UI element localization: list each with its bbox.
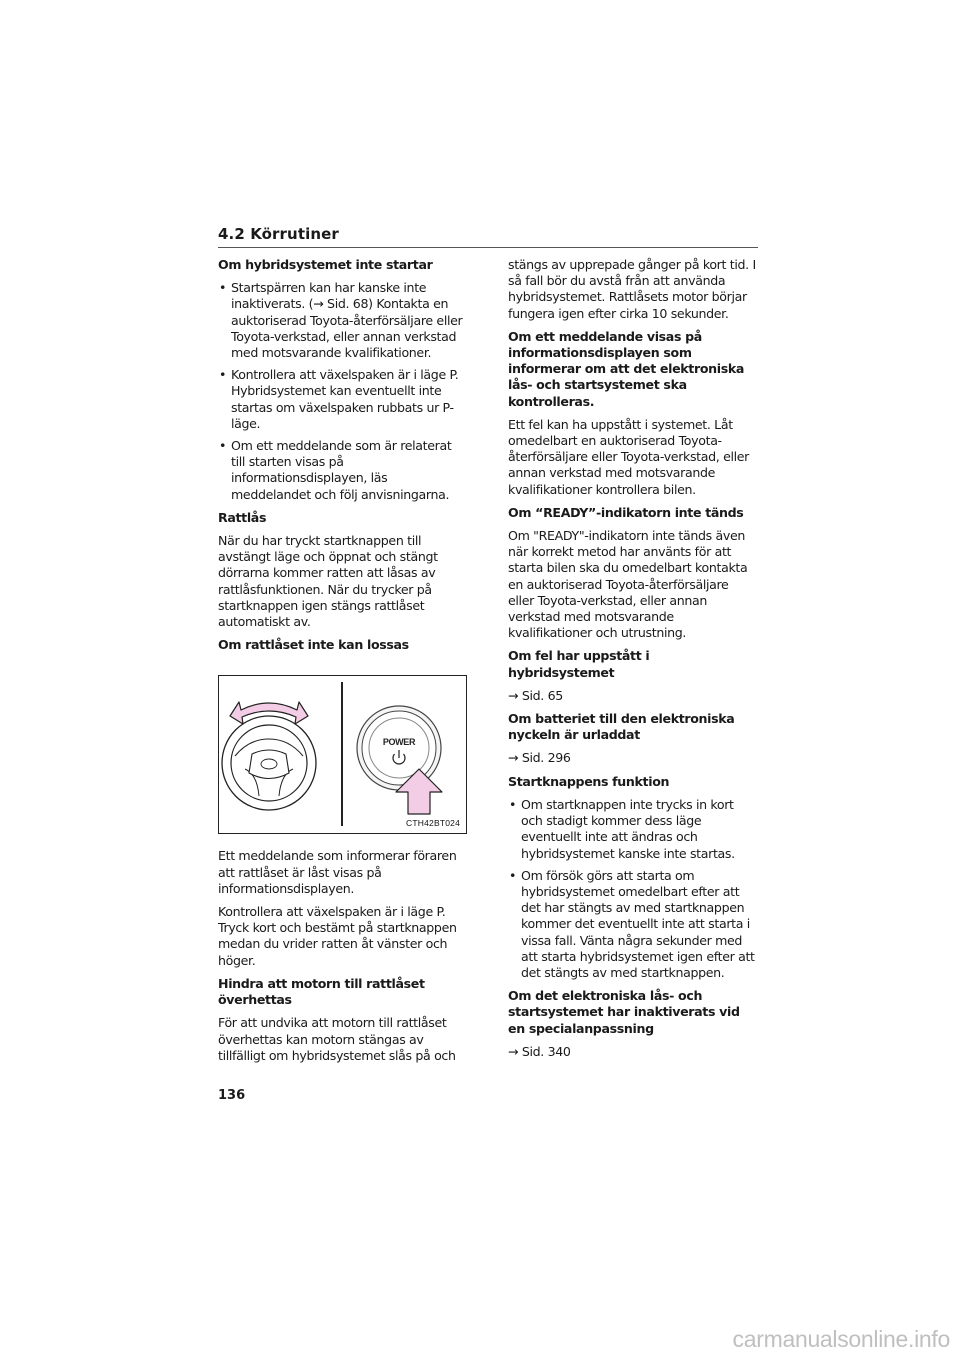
power-label: POWER	[382, 737, 416, 748]
page-reference-link[interactable]: → Sid. 340	[508, 1043, 571, 1059]
page-number: 136	[218, 1088, 246, 1103]
header-divider	[218, 247, 758, 248]
power-button-icon	[357, 706, 441, 790]
section-title: 4.2 Körrutiner	[218, 225, 339, 243]
list-item: • Startspärren kan har kanske inte inaktiverats. (→ Sid. 68) Kontakta en auktoriserad Toyota-återförsäljare eller Toyota-verkstad, eller annan verkstad med motsvarande kvalifikationer.	[218, 280, 466, 361]
heading-hybrid-fault: Om fel har uppstått i hybridsystemet	[508, 648, 650, 680]
paragraph-steering-lock: När du har tryckt startknappen till avstängt läge och öppnat och stängt dörrarna kommer ratten att låsas av rattlåsfunktionen. När du trycker på startknappen igen stängs rattlåset automatiskt av.	[218, 533, 438, 630]
paragraph-check-message: Ett fel kan ha uppstått i systemet. Låt omedelbart en auktoriserad Toyota-återförsäljare eller Toyota-verkstad, eller annan verkstad med motsvarande kvalifikationer kontrollera bilen.	[508, 416, 750, 497]
heading-hybrid-not-starting: Om hybridsystemet inte startar	[218, 257, 433, 272]
page-reference-link[interactable]: → Sid. 65	[508, 687, 563, 703]
heading-steering-lock: Rattlås	[218, 509, 267, 525]
heading-key-battery: Om batteriet till den elektroniska nyckeln är urladdat	[508, 711, 735, 743]
paragraph-lock-message: Ett meddelande som informerar föraren att rattlåset är låst visas på informationsdisplayen.	[218, 848, 457, 896]
list-item: • Om försök görs att starta om hybridsystemet omedelbart efter att det har stängts av med startknappen kommer det eventuellt inte att starta i vissa fall. Vänta några sekunder med att starta hybridsystemet igen efter att det stängts av med startknappen.	[508, 868, 758, 981]
list-item: • Kontrollera att växelspaken är i läge P. Hybridsystemet kan eventuellt inte startas om växelspaken rubbats ur P-läge.	[218, 367, 466, 432]
heading-steering-lock-release: Om rattlåset inte kan lossas	[218, 637, 409, 653]
bullet-list-hybrid-not-starting	[218, 280, 466, 503]
right-column	[508, 257, 758, 1067]
paragraph-lock-release-instruction: Kontrollera att växelspaken är i läge P. Tryck kort och bestämt på startknappen medan du vrider ratten åt vänster och höger.	[218, 904, 457, 968]
paragraph-motor-overheat: För att undvika att motorn till rattlåset överhettas kan motorn stängas av tillfälligt om hybridsystemet slås på och	[218, 1015, 456, 1063]
heading-check-message: Om ett meddelande visas på informationsdisplayen som informerar om att det elektroniska lås- och startsystemet ska kontrolleras.	[508, 328, 745, 409]
steering-wheel-and-power-button-illustration	[219, 676, 466, 833]
heading-system-disabled: Om det elektroniska lås- och startsystemet har inaktiverats vid en specialanpassning	[508, 988, 740, 1036]
paragraph-ready-indicator: Om "READY"-indikatorn inte tänds även när korrekt metod har använts för att starta bilen ska du omedelbart kontakta en auktoriserad Toyota-återförsäljare eller Toyota-verkstad, eller annan verkstad med motsvarande kvalifikationer och utrustning.	[508, 528, 748, 641]
bullet-list-start-button	[508, 797, 758, 981]
paragraph-motor-overheat-cont: stängs av upprepade gånger på kort tid. I så fall bör du avstå från att använda hybridsystemet. Rattlåsets motor börjar fungera igen efter cirka 10 sekunder.	[508, 257, 756, 321]
heading-ready-indicator: Om “READY”-indikatorn inte tänds	[508, 504, 744, 520]
watermark: carmanualsonline.info	[732, 1326, 950, 1352]
heading-start-button-function: Startknappens funktion	[508, 773, 670, 789]
list-item: • Om ett meddelande som är relaterat till starten visas på informationsdisplayen, läs meddelandet och följ anvisningarna.	[218, 438, 466, 503]
heading-motor-overheat: Hindra att motorn till rattlåset överhettas	[218, 975, 425, 1008]
list-item: • Om startknappen inte trycks in kort och stadigt kommer dess läge eventuellt inte att ändras och hybridsystemet kanske inte startas.	[508, 797, 758, 862]
page-reference-link[interactable]: → Sid. 296	[508, 750, 571, 766]
section-header	[218, 224, 758, 248]
steering-lock-figure	[218, 675, 467, 834]
figure-caption: CTH42BT024	[406, 818, 460, 829]
steering-wheel-icon	[222, 716, 316, 810]
left-column	[218, 257, 466, 1071]
